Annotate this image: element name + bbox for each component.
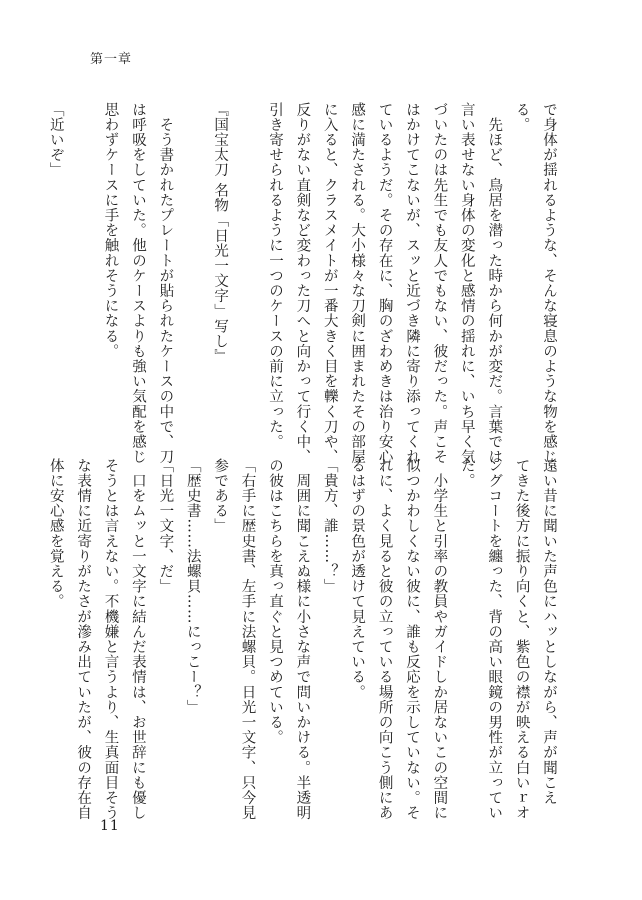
text-line: な表情に近寄りがたさが滲み出ていたが、彼の存在自	[75, 458, 92, 821]
text-line: ているようだ。その存在に、胸のざわめきは治り安心	[376, 102, 393, 465]
text-line: 言い表せない身体の変化と感情の揺れに、いち早く気	[458, 102, 475, 465]
text-line: 周囲に聞こえぬ様に小さな声で問いかける。半透明	[294, 458, 311, 821]
text-line: 思わずケースに手を触れそうになる。	[102, 102, 119, 359]
text-line: 体に安心感を覚える。	[47, 458, 64, 609]
line-gap	[69, 102, 96, 372]
page-number: 11	[100, 818, 120, 834]
dialogue-line: 「歴史書……法螺貝……にっこー？」	[184, 458, 201, 715]
text-line: そう書かれたプレートが貼られたケースの中で、刀	[157, 102, 174, 465]
text-line: るはずの景色が透けて見えている。	[349, 458, 366, 700]
dialogue-line: 「日光一文字、だ」	[157, 458, 174, 594]
chapter-header: 第一章	[90, 52, 133, 67]
text-line: てきた後方に振り向くと、紫色の襟が映える白いｒオ	[513, 458, 530, 821]
text-line: 遠い昔に聞いた声色にハッとしながら、声が聞こえ	[541, 458, 557, 806]
text-line: 口をムッと一文字に結んだ表情は、お世辞にも優し	[129, 458, 146, 821]
text-line: は呼吸をしていた。他のケースよりも強い気配を感じ	[129, 102, 146, 465]
text-line: に入ると、クラスメイトが一番大きく目を轢く刀や、	[321, 102, 338, 465]
text-line: 引き寄せられるように一つのケースの前に立った。	[266, 102, 283, 450]
dialogue-line: 「近いぞ」	[47, 102, 64, 178]
text-line: た。	[458, 458, 475, 489]
text-line: 先ほど、鳥居を潜った時から何かが変だ。言葉では	[486, 102, 503, 465]
line-gap	[178, 102, 205, 372]
text-line: づいたのは先生でも友人でもない、彼だった。声こそ	[431, 102, 448, 465]
text-line: 似つかわしくない彼に、誰も反応を示していない。そ	[403, 458, 420, 821]
text-line: はかけてこないが、スッと近づき隣に寄り添ってくれ	[403, 102, 420, 465]
text-line: る。	[513, 102, 530, 133]
text-line: 感に満たされる。大小様々な刀剣に囲まれたその部屋	[349, 102, 366, 465]
dialogue-line: 参である」	[212, 458, 229, 534]
dialogue-line: 「右手に歴史書、左手に法螺貝。日光一文字、只今見	[239, 458, 256, 821]
text-line: 小学生と引率の教員やガイドしか居ないこの空間に	[431, 458, 448, 821]
dialogue-line: 「貴方、誰……？」	[321, 458, 338, 594]
text-line: れに、よく見ると彼の立っている場所の向こう側にあ	[376, 458, 393, 821]
upper-text-block	[47, 102, 562, 465]
text-line: そうとは言えない。不機嫌と言うより、生真面目そう	[102, 458, 119, 821]
text-line: ングコートを纏った、背の高い眼鏡の男性が立ってい	[486, 458, 503, 821]
line-gap	[233, 102, 260, 372]
text-line: 反りがない直剣など変わった刀へと向かって行く中、	[294, 102, 311, 465]
text-line: の彼はこちらを真っ直ぐと見つめている。	[266, 458, 283, 745]
text-line: で身体が揺れるような、そんな寝息のような物を感じ	[541, 102, 557, 465]
lower-text-block	[47, 458, 562, 821]
plate-title-line: 『国宝太刀 名物「日光一文字」写し』	[212, 102, 229, 364]
